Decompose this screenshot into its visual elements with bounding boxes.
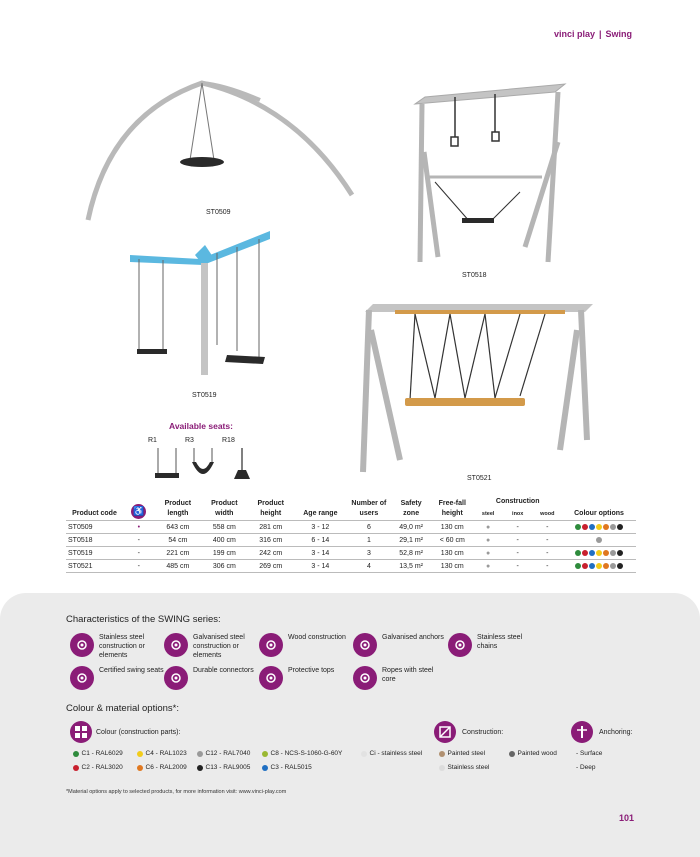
colour-swatch	[596, 550, 602, 556]
colour-swatch	[439, 751, 445, 757]
anchoring-option	[576, 764, 596, 771]
product-code-label: ST0521	[467, 475, 492, 482]
seat-icon	[70, 666, 94, 690]
stainless-steel-icon	[70, 633, 94, 657]
cell-code: ST0521	[66, 560, 123, 573]
characteristic-label: Galvanised steel construction or elements	[193, 634, 245, 659]
wood-icon	[259, 633, 283, 657]
anchoring-heading: Anchoring:	[599, 729, 633, 736]
col-safety-zone: Safety zone	[400, 500, 422, 517]
colour-swatch	[603, 524, 609, 530]
colour-swatch	[197, 765, 203, 771]
characteristic-label: Certified swing seats	[99, 667, 164, 674]
col-age-range: Age range	[303, 510, 338, 517]
cell-colours	[562, 521, 636, 534]
colour-heading: Colour (construction parts):	[96, 729, 181, 736]
col-number-of-users: Number of users	[351, 500, 387, 517]
characteristic-label: Protective tops	[288, 667, 335, 674]
connector-icon	[164, 666, 188, 690]
colour-swatch	[361, 751, 367, 757]
cell-wood: -	[532, 534, 562, 547]
anchoring-icon	[571, 721, 593, 743]
cell-fall: 130 cm	[431, 521, 473, 534]
col-construction-wood: wood	[540, 511, 555, 517]
section-name: Swing	[605, 29, 632, 39]
cell-width: 400 cm	[201, 534, 247, 547]
top-icon	[259, 666, 283, 690]
cell-steel: ●	[473, 560, 503, 573]
cell-age: 3 - 14	[294, 547, 347, 560]
construction-option	[508, 750, 557, 757]
construction-icon	[434, 721, 456, 743]
colour-swatch	[589, 524, 595, 530]
cell-accessible: -	[123, 547, 155, 560]
cell-height: 316 cm	[248, 534, 294, 547]
cell-users: 1	[347, 534, 391, 547]
product-code-label: ST0519	[192, 392, 217, 399]
colour-option-label: C13 - RAL9005	[205, 764, 251, 771]
table-row	[66, 521, 636, 534]
cell-code: ST0509	[66, 521, 123, 534]
colour-option	[72, 750, 123, 757]
product-image-st0509	[80, 75, 365, 225]
col-accessibility	[123, 496, 155, 521]
seat-images	[150, 448, 255, 483]
col-product-code: Product code	[72, 510, 117, 517]
cell-length: 221 cm	[155, 547, 201, 560]
characteristic-item	[70, 633, 165, 660]
construction-heading: Construction:	[462, 729, 504, 736]
colour-option	[196, 750, 250, 757]
characteristic-label: Stainless steel chains	[477, 634, 523, 650]
cell-fall: 130 cm	[431, 547, 473, 560]
cell-wood: -	[532, 547, 562, 560]
product-code-label: ST0518	[462, 272, 487, 279]
colour-option-label: C4 - RAL1023	[145, 750, 187, 757]
cell-age: 3 - 14	[294, 560, 347, 573]
footnote: *Material options apply to selected products, for more information visit: www.vinci-play.com	[66, 789, 287, 795]
colour-swatch	[589, 550, 595, 556]
cell-inox: -	[503, 534, 533, 547]
characteristic-item	[353, 666, 448, 690]
col-free-fall-height: Free-fall height	[438, 500, 466, 517]
colour-swatch	[617, 563, 623, 569]
colour-swatch	[617, 550, 623, 556]
seat-code: R18	[222, 437, 235, 444]
colour-swatch	[589, 563, 595, 569]
cell-accessible: -	[123, 560, 155, 573]
characteristic-label: Ropes with steel core	[382, 667, 434, 683]
colour-option	[136, 750, 187, 757]
cell-length: 54 cm	[155, 534, 201, 547]
colour-swatch	[575, 563, 581, 569]
cell-zone: 49,0 m²	[391, 521, 431, 534]
colour-option	[196, 764, 250, 771]
characteristic-item	[353, 633, 448, 657]
colour-option-label: C8 - NCS-S-1060-G-60Y	[270, 750, 343, 757]
seat-code: R3	[185, 437, 194, 444]
cell-users: 4	[347, 560, 391, 573]
colour-swatch	[137, 751, 143, 757]
characteristic-item	[70, 666, 165, 690]
cell-code: ST0519	[66, 547, 123, 560]
construction-option-label: Painted wood	[517, 750, 557, 757]
construction-option	[438, 764, 489, 771]
characteristic-item	[164, 666, 259, 690]
characteristics-title: Characteristics of the SWING series:	[66, 614, 221, 625]
characteristic-item	[448, 633, 543, 657]
col-product-width: Product width	[211, 500, 238, 517]
colour-swatch	[596, 524, 602, 530]
cell-steel: ●	[473, 547, 503, 560]
colour-option-label: C6 - RAL2009	[145, 764, 187, 771]
cell-colours	[562, 534, 636, 547]
colour-option	[136, 764, 187, 771]
cell-inox: -	[503, 521, 533, 534]
cell-age: 6 - 14	[294, 534, 347, 547]
wheelchair-icon: ♿	[131, 504, 146, 519]
cell-length: 485 cm	[155, 560, 201, 573]
rope-icon	[353, 666, 377, 690]
cell-width: 199 cm	[201, 547, 247, 560]
cell-inox: -	[503, 547, 533, 560]
cell-length: 643 cm	[155, 521, 201, 534]
characteristic-item	[259, 666, 354, 690]
cell-accessible: •	[123, 521, 155, 534]
colour-option-label: C3 - RAL5015	[270, 764, 312, 771]
product-image-st0518	[410, 82, 570, 267]
cell-users: 3	[347, 547, 391, 560]
table-row	[66, 547, 636, 560]
colour-swatch	[610, 550, 616, 556]
cell-steel: ●	[473, 521, 503, 534]
colour-swatch	[596, 563, 602, 569]
anchoring-option-label: - Deep	[576, 764, 596, 771]
cell-users: 6	[347, 521, 391, 534]
colour-swatch	[197, 751, 203, 757]
colour-swatch	[603, 550, 609, 556]
colour-option-label: C2 - RAL3020	[81, 764, 123, 771]
characteristic-label: Wood construction	[288, 634, 346, 641]
cell-fall: < 60 cm	[431, 534, 473, 547]
product-image-st0519	[125, 227, 275, 377]
colour-swatch	[610, 524, 616, 530]
construction-option-label: Painted steel	[447, 750, 486, 757]
colour-option	[360, 750, 422, 757]
col-colour-options: Colour options	[574, 510, 624, 517]
cell-width: 558 cm	[201, 521, 247, 534]
cell-colours	[562, 547, 636, 560]
palette-icon	[70, 721, 92, 743]
construction-option-label: Stainless steel	[447, 764, 490, 771]
characteristic-label: Galvanised anchors	[382, 634, 444, 641]
cell-zone: 29,1 m²	[391, 534, 431, 547]
page-number: 101	[618, 813, 634, 823]
cell-fall: 130 cm	[431, 560, 473, 573]
colour-swatch	[262, 765, 268, 771]
colour-swatch	[73, 751, 79, 757]
cell-zone: 13,5 m²	[391, 560, 431, 573]
colour-option-label: C12 - RAL7040	[205, 750, 251, 757]
header-separator: |	[598, 29, 602, 39]
colour-option	[261, 750, 342, 757]
colour-option	[261, 764, 312, 771]
colour-swatch	[610, 563, 616, 569]
chain-icon	[448, 633, 472, 657]
characteristic-item	[164, 633, 259, 660]
anchor-icon	[353, 633, 377, 657]
seat-code: R1	[148, 437, 157, 444]
colour-option	[72, 764, 123, 771]
col-construction-steel: steel	[481, 511, 495, 517]
colour-swatch	[582, 524, 588, 530]
cell-zone: 52,8 m²	[391, 547, 431, 560]
colour-swatch	[262, 751, 268, 757]
colour-swatch	[509, 751, 515, 757]
cell-age: 3 - 12	[294, 521, 347, 534]
colour-swatch	[137, 765, 143, 771]
galvanised-steel-icon	[164, 633, 188, 657]
cell-accessible: -	[123, 534, 155, 547]
colour-swatch	[582, 563, 588, 569]
colour-swatch	[596, 537, 602, 543]
table-row	[66, 560, 636, 573]
colour-option-label: C1 - RAL6029	[81, 750, 123, 757]
available-seats-title: Available seats:	[169, 421, 233, 431]
col-product-length: Product length	[164, 500, 192, 517]
colour-swatch	[575, 550, 581, 556]
colour-swatch	[439, 765, 445, 771]
page-header	[554, 29, 632, 39]
cell-colours	[562, 560, 636, 573]
colour-option-label: Ci - stainless steel	[369, 750, 423, 757]
characteristic-label: Durable connectors	[193, 667, 254, 674]
product-spec-table	[66, 496, 636, 573]
product-image-st0521	[355, 300, 595, 475]
brand-name: vinci play	[553, 29, 595, 39]
cell-height: 281 cm	[248, 521, 294, 534]
characteristic-item	[259, 633, 354, 657]
product-code-label: ST0509	[206, 209, 231, 216]
colour-swatch	[582, 550, 588, 556]
characteristic-label: Stainless steel construction or elements	[99, 634, 145, 659]
col-construction: Construction	[495, 498, 540, 505]
cell-inox: -	[503, 560, 533, 573]
col-product-height: Product height	[257, 500, 284, 517]
col-construction-inox: inox	[512, 511, 524, 517]
colour-swatch	[603, 563, 609, 569]
table-row	[66, 534, 636, 547]
anchoring-option-label: - Surface	[576, 750, 603, 757]
cell-width: 306 cm	[201, 560, 247, 573]
cell-steel: ●	[473, 534, 503, 547]
cell-height: 269 cm	[248, 560, 294, 573]
construction-option	[438, 750, 485, 757]
options-title: Colour & material options*:	[66, 703, 179, 714]
cell-wood: -	[532, 521, 562, 534]
cell-wood: -	[532, 560, 562, 573]
cell-height: 242 cm	[248, 547, 294, 560]
anchoring-option	[576, 750, 602, 757]
cell-code: ST0518	[66, 534, 123, 547]
colour-swatch	[575, 524, 581, 530]
colour-swatch	[617, 524, 623, 530]
colour-swatch	[73, 765, 79, 771]
